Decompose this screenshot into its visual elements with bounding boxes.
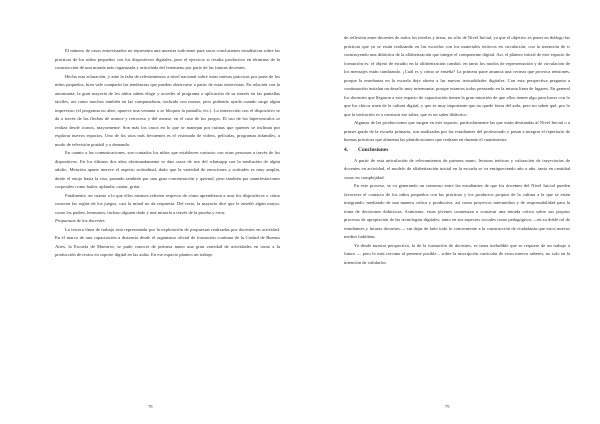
page-number: 79 xyxy=(445,404,450,409)
section-heading xyxy=(344,146,570,155)
body-paragraph: El número de casos entrevistados no representa una muestra suficiente para sacar conclusiones estadísticas sobre las prácticas de los niños pequeños con los dispositivos digitales, pero el ejercicio sí resulta productivo en términos de la construcción de una mirada más organizada y articulada del fenómeno por parte de las futuras docentes. xyxy=(55,48,280,70)
body-paragraph: La tercera línea de trabajo está representada por la exploración de propuestas realizadas por docentes en actividad. En el marco de una capacitación a distancia desde el organismo oficial de formación continua de la Ciudad de Buenos Aires, la Escuela de Maestros, se pudo conocer de primera mano una gran variedad de actividades en torno a la producción de textos en soporte digital en las aulas. En ese espacio planteo un trabajo xyxy=(55,226,280,257)
section-subheading: Propuestas de los docentes xyxy=(55,218,105,223)
body-paragraph: En cuanto a las comunicaciones, son contados los niños que establecen contacto con otras personas a través de los dispositivos. En los últimos dos años afortunadamente se dan casos de uso del whatsapp con la mediación de algún adulto. Mención aparte merece el aspecto actitudinal, dado que la variedad de emociones y actitudes es muy amplia, desde el enojo hasta la risa, pasando también por una gran concentración y quietud, pero también por manifestaciones corporales como bailar, aplaudir, cantar, gritar. xyxy=(55,150,280,189)
section-heading-number: 4. xyxy=(344,146,349,153)
body-paragraph: A partir de esta articulación de relevamientos de primera mano, lecturas teóricas y valoración de trayectorias de docentes en actividad, el modelo de alfabetización inicial en la escuela se va enriqueciendo año a año, tanto en cantidad como en complejidad. xyxy=(344,157,570,180)
body-paragraph: Ya desde nuestra perspectiva, la de la formación de docentes, es tarea ineludible que se requiere de un trabajo a futuro — pero lo más cercano al presente posible – sobre la inscripción curricular de estos nuevos saberes, no solo en la intención de validarlos xyxy=(344,242,570,265)
body-paragraph: En este proceso, se va generando un consenso entre las estudiantes de que los docentes del Nivel Inicial pueden favorecer el contacto de los niños pequeños con las prácticas y los productos propios de la cultura a la que se están integrando, mediando de una manera crítica y productiva, así como proyectos intermedios y de responsabilidad para la toma de decisiones didácticas. Asimismo, estas jóvenes comienzan a construir una mirada crítica sobre sus propios procesos de apropiación de las tecnologías digitales, tanto en sus aspectos sociales como pedagógicos —en su doble rol de estudiantes y futuras docentes—, sin dejar de lado todo lo concerniente a la construcción de ciudadanía que estos nuevos medios habilitan. xyxy=(344,183,570,239)
section-heading-title: Conclusiones xyxy=(358,146,389,153)
body-paragraph: Hecha esta aclaración, y ante la falta de relevamientos a nivel nacional sobre estas nuevas prácticas por parte de los niños pequeños, bien vale compartir las tendencias que pueden observarse a partir de estas entrevistas. En relación con la autonomía, la gran mayoría de los niños saben elegir y acceder al programa o aplicación de su interés en las pantallas táctiles, así como muchos también en las computadoras, incluido con mouse, pero pidiendo ayuda cuando surge algún imprevisto (el programa no abre, aparece una ventana o se bloquea la pantalla, etc.). La interacción con el dispositivo se da a través de las flechas de avance y retroceso y del mouse, en el caso de los juegos. El uso de los hipervínculos se realiza desde iconos, mayormente. Son más los casos en lo que se manejan por rutinas que quienes se inclinan por explorar nuevos espacios. Uno de los usos más frecuentes es el visionado de videos, películas, programas infantiles, a modo de televisión portátil y a demanda. xyxy=(55,73,280,147)
body-paragraph: de reflexión entre docentes de todos los niveles y áreas, no sólo de Nivel Inicial, ya que el objetivo es poner en diálogo las prácticas que ya se están realizando en las escuelas con los materiales teóricos en circulación, con la intención de ir construyendo una didáctica de la alfabetización que integre el componente digital. Así, el planteo inicial de este espacio de formación es: el objeto de estudio en la alfabetización cambió, en tanto los modos de representación y de circulación de los mensajes están cambiando. ¿Cuál es y cómo se enseña? La primera parte anuncia una certeza que provoca tensiones, porque la enseñanza en la escuela deja afuera a las nuevas textualidades digitales. Con esta perspectiva pregunta a continuación instalan un desafío muy interesante, porque estamos todos pensando en la misma línea de lugares. En general los docentes que llegaron a este espacio de capacitación tienen la gran intuición de que ellos tienen algo para hacer con lo que los chicos traen de la cultura digital, y que es muy importante que no quede fuera del aula, pero no saben qué, por lo que la invitación es a construir ese saber, que es un saber didáctico. xyxy=(344,35,570,117)
body-paragraph: Finalmente, en cuanto a lo que ellos mismos refieren respecto de cómo aprendieron a usar los dispositivos o cómo conocen las reglas de los juegos, casi la mitad no da respuesta. Del resto, la mayoría dice que le enseñó algún mayor, como los padres, hermanos, incluso alguien dado y una minoría a través de la prueba y error. xyxy=(55,192,280,215)
body-paragraph: Algunas de las producciones que surgen en este espacio, particularmente las que están destinadas al Nivel Inicial o a primer grado de la escuela primaria, son analizadas por las estudiantes del profesorado y pasan a integrar el repertorio de buenas prácticas que alimenta las planificaciones que realizan en durante el cuatrimestre. xyxy=(344,120,570,142)
page-number: 78 xyxy=(148,404,153,409)
right-page xyxy=(300,0,600,424)
